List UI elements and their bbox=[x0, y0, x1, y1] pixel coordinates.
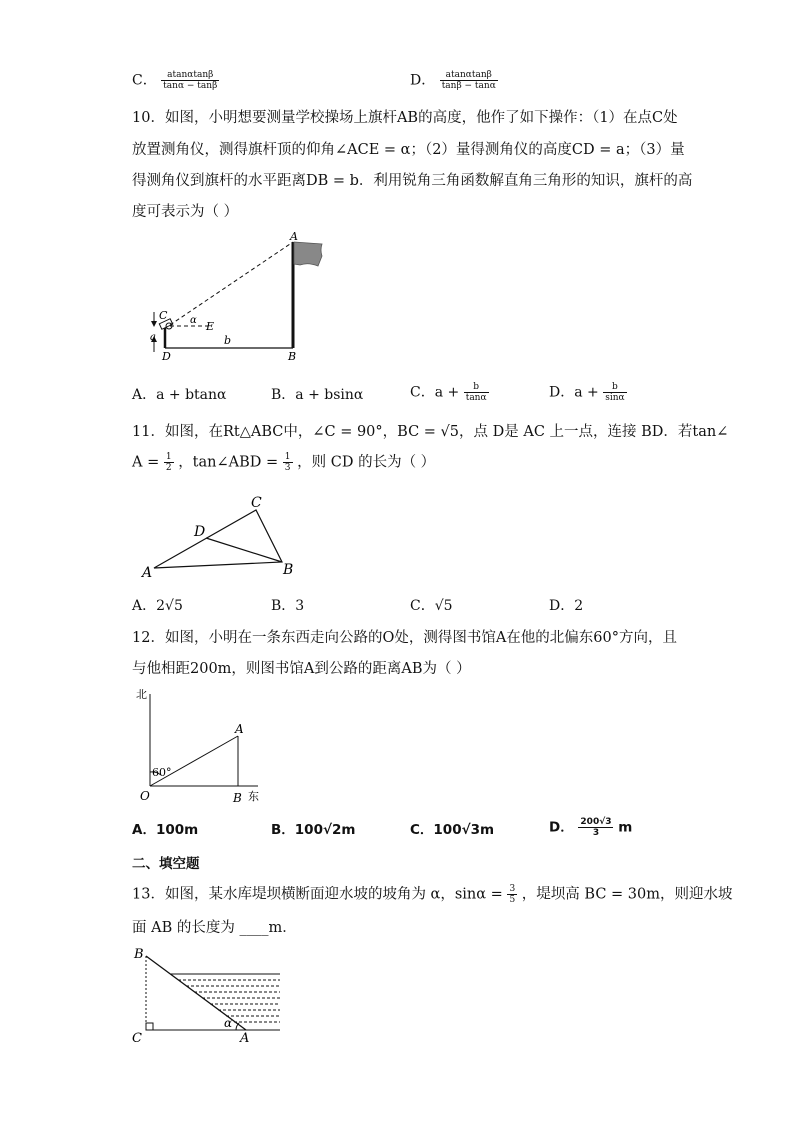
q13-frac-denominator: 5 bbox=[509, 895, 516, 905]
q9-option-c-label: C． bbox=[132, 72, 157, 89]
q13-dam-figure bbox=[130, 942, 290, 1048]
q10-label-D: D bbox=[162, 350, 171, 363]
q13-line-1 bbox=[132, 884, 732, 905]
q11-option-c: C．√5 bbox=[410, 598, 453, 614]
q13-label-alpha: α bbox=[224, 1016, 233, 1030]
q10-option-d-fraction bbox=[603, 382, 626, 403]
q12-line-1: 12．如图，小明在一条东西走向公路的O处，测得图书馆A在他的北偏东60°方向，且 bbox=[132, 630, 678, 646]
q10-option-c-numerator: b bbox=[464, 382, 489, 393]
q12-option-c: C．100√3m bbox=[410, 822, 495, 838]
section-heading-fill-in: 二、填空题 bbox=[132, 856, 200, 872]
q10-option-d-label: D．a + bbox=[549, 384, 599, 401]
flag-shape bbox=[294, 242, 322, 266]
q11-frac-2 bbox=[283, 452, 293, 473]
q12-option-d-label: D． bbox=[549, 819, 574, 836]
q11-line-1: 11．如图，在Rt△ABC中，∠C = 90°，BC = √5，点 D是 AC 上一点，连接 BD．若tan∠ bbox=[132, 424, 729, 440]
q12-option-a: A．100m bbox=[132, 822, 199, 838]
q13-frac bbox=[507, 884, 517, 905]
q10-label-C: C bbox=[159, 309, 168, 322]
q12-label-O: O bbox=[140, 789, 150, 803]
q11-frac-1-denominator: 2 bbox=[165, 463, 172, 473]
q11-label-A: A bbox=[142, 565, 153, 581]
q12-option-d-denominator: 3 bbox=[592, 828, 600, 838]
q9-option-d-label: D． bbox=[410, 72, 436, 89]
q9-option-d bbox=[410, 70, 498, 91]
q13-line-2: 面 AB 的长度为 ____m． bbox=[132, 920, 297, 936]
q10-flagpole-figure bbox=[140, 228, 340, 368]
q12-option-d-fraction bbox=[578, 817, 613, 838]
q11-line-2-part-c: ，则 CD 的长为（ ） bbox=[297, 454, 436, 471]
q13-frac-numerator: 3 bbox=[509, 884, 516, 894]
q12-angle-label: 60° bbox=[152, 766, 172, 779]
q10-option-c-fraction bbox=[464, 382, 489, 403]
q11-frac-1 bbox=[164, 452, 174, 473]
q11-label-B: B bbox=[283, 562, 294, 578]
q12-option-d-unit: m bbox=[618, 819, 633, 836]
q10-label-a: a bbox=[150, 332, 156, 343]
q9-option-d-fraction bbox=[440, 70, 498, 91]
q12-direction-figure bbox=[130, 684, 270, 806]
q10-option-d bbox=[549, 382, 627, 403]
q10-label-A: A bbox=[290, 230, 298, 243]
q13-line-1-part-b: ，堤坝高 BC = 30m，则迎水坡 bbox=[521, 886, 733, 903]
q11-option-b: B．3 bbox=[271, 598, 305, 614]
q10-label-b: b bbox=[224, 334, 232, 347]
q11-option-a: A．2√5 bbox=[132, 598, 183, 614]
q9-option-c-fraction bbox=[161, 70, 219, 91]
q13-label-A: A bbox=[240, 1031, 250, 1046]
q11-frac-2-denominator: 3 bbox=[284, 463, 291, 473]
q10-option-c bbox=[410, 382, 489, 403]
q11-label-D: D bbox=[194, 524, 206, 540]
q12-label-A: A bbox=[235, 722, 244, 736]
q12-option-d bbox=[549, 817, 632, 838]
q11-line-2-part-a: A = bbox=[132, 454, 160, 471]
q12-north-label: 北 bbox=[136, 688, 147, 701]
q10-line-2: 放置测角仪，测得旗杆顶的仰角∠ACE = α；（2）量得测角仪的高度CD = a；（3）量 bbox=[132, 142, 685, 158]
q13-line-1-part-a: 13．如图，某水库堤坝横断面迎水坡的坡角为 α，sinα = bbox=[132, 886, 503, 903]
q10-option-c-denominator: tanα bbox=[465, 393, 487, 403]
q10-option-d-denominator: sinα bbox=[605, 393, 625, 403]
q10-option-b: B．a + bsinα bbox=[271, 387, 364, 403]
q10-option-d-numerator: b bbox=[603, 382, 626, 393]
q12-option-d-numerator: 200√3 bbox=[580, 817, 612, 827]
q10-option-a: A．a + btanα bbox=[132, 387, 227, 403]
q11-option-d: D．2 bbox=[549, 598, 584, 614]
q12-east-label: 东 bbox=[248, 790, 259, 803]
q11-label-C: C bbox=[251, 495, 262, 511]
q9-option-d-numerator: atanαtanβ bbox=[440, 70, 498, 81]
q10-option-c-label: C．a + bbox=[410, 384, 460, 401]
q10-label-alpha: α bbox=[190, 315, 197, 326]
q13-label-B: B bbox=[134, 947, 144, 962]
q9-option-c-denominator: tanα − tanβ bbox=[163, 81, 218, 91]
q11-line-2-part-b: ，tan∠ABD = bbox=[178, 454, 279, 471]
q9-option-d-denominator: tanβ − tanα bbox=[441, 81, 496, 91]
q12-label-B: B bbox=[233, 791, 242, 805]
q10-line-1: 10．如图，小明想要测量学校操场上旗杆AB的高度，他作了如下操作：（1）在点C处 bbox=[132, 110, 678, 126]
q13-label-C: C bbox=[132, 1031, 142, 1046]
q10-line-4: 度可表示为（ ） bbox=[132, 204, 239, 220]
q9-option-c bbox=[132, 70, 219, 91]
q11-triangle-figure bbox=[138, 492, 298, 582]
q12-option-b: B．100√2m bbox=[271, 822, 356, 838]
q11-frac-2-numerator: 1 bbox=[284, 452, 291, 462]
q9-option-c-numerator: atanαtanβ bbox=[161, 70, 219, 81]
q10-label-B: B bbox=[288, 350, 297, 363]
q10-line-3: 得测角仪到旗杆的水平距离DB = b．利用锐角三角函数解直角三角形的知识，旗杆的高 bbox=[132, 173, 693, 189]
q12-line-2: 与他相距200m，则图书馆A到公路的距离AB为（ ） bbox=[132, 661, 471, 677]
q10-label-E: E bbox=[206, 320, 215, 333]
q11-line-2 bbox=[132, 452, 435, 473]
q11-frac-1-numerator: 1 bbox=[165, 452, 172, 462]
